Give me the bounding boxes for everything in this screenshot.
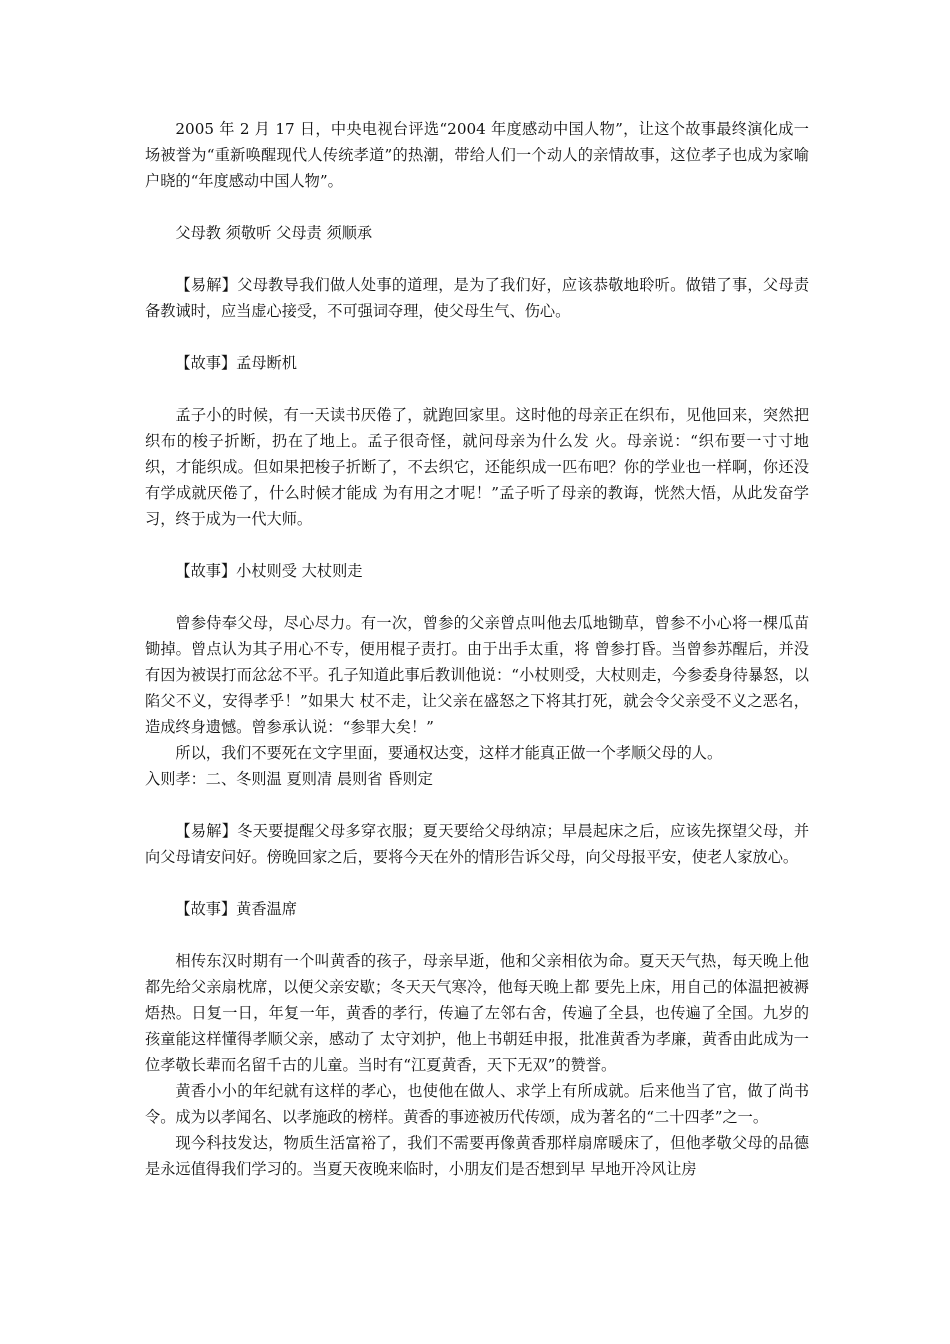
story-paragraph: 曾参侍奉父母，尽心尽力。有一次，曾参的父亲曾点叫他去瓜地锄草，曾参不小心将一棵瓜苗锄掉。曾点认为其子用心不专，便用棍子责打。由于出手太重，将 曾参打昏。当曾参苏醒后，并没有因为被误打而忿忿不平。孔子知道此事后教训他说：“小杖则受，大杖则走，今参委身待暴怒，以陷父不义，安得孝乎！”如果大 杖不走，让父亲在盛怒之下将其打死，就会令父亲受不义之恶名，造成终身遗憾。曾参承认说：“参罪大矣！” (145, 614, 809, 736)
story-title: 【故事】孟母断机 (175, 354, 297, 372)
section-heading: 入则孝：二、冬则温 夏则凊 晨则省 昏则定 (145, 770, 433, 788)
story-title: 【故事】黄香温席 (175, 900, 297, 918)
reflection-paragraph: 黄香小小的年纪就有这样的孝心，也使他在做人、求学上有所成就。后来他当了官，做了尚书令。成为以孝闻名、以孝施政的榜样。黄香的事迹被历代传颂，成为著名的“二十四孝”之一。 (145, 1082, 809, 1126)
story-title: 【故事】小杖则受 大杖则走 (175, 562, 363, 580)
modern-paragraph: 现今科技发达，物质生活富裕了，我们不需要再像黄香那样扇席暖床了，但他孝敬父母的品德是永远值得我们学习的。当夏天夜晚来临时，小朋友们是否想到早 早地开冷风让房 (145, 1134, 809, 1178)
document-body (145, 116, 809, 1182)
story-paragraph: 相传东汉时期有一个叫黄香的孩子，母亲早逝，他和父亲相依为命。夏天天气热，每天晚上他都先给父亲扇枕席，以便父亲安歇；冬天天气寒冷，他每天晚上都 要先上床，用自己的体温把被褥焐热。日复一日，年复一年，黄香的孝行，传遍了左邻右舍，传遍了全县，也传遍了全国。九岁的孩童能这样懂得孝顺父亲，感动了 太守刘护，他上书朝廷申报，批准黄香为孝廉，黄香由此成为一位孝敬长辈而名留千古的儿童。当时有“江夏黄香，天下无双”的赞誉。 (145, 952, 809, 1074)
conclusion-paragraph: 所以，我们不要死在文字里面，要通权达变，这样才能真正做一个孝顺父母的人。 (175, 744, 723, 762)
story-paragraph: 孟子小的时候，有一天读书厌倦了，就跑回家里。这时他的母亲正在织布，见他回来，突然把织布的梭子折断，扔在了地上。孟子很奇怪，就问母亲为什么发 火。母亲说：“织布要一寸寸地织，才能织成。但如果把梭子折断了，不去织它，还能织成一匹布吧？你的学业也一样啊，你还没有学成就厌倦了，什么时候才能成 为有用之才呢！”孟子听了母亲的教诲，恍然大悟，从此发奋学习，终于成为一代大师。 (145, 406, 809, 528)
explanation-paragraph: 【易解】父母教导我们做人处事的道理，是为了我们好，应该恭敬地聆听。做错了事，父母责备教诫时，应当虚心接受，不可强词夺理，使父母生气、伤心。 (145, 276, 809, 320)
explanation-paragraph: 【易解】冬天要提醒父母多穿衣服；夏天要给父母纳凉；早晨起床之后，应该先探望父母，并向父母请安问好。傍晚回家之后，要将今天在外的情形告诉父母，向父母报平安，使老人家放心。 (145, 822, 809, 866)
verse-line: 父母教 须敬听 父母责 须顺承 (175, 224, 373, 242)
intro-paragraph: 2005 年 2 月 17 日，中央电视台评选“2004 年度感动中国人物”，让这个故事最终演化成一场被誉为“重新唤醒现代人传统孝道”的热潮，带给人们一个动人的亲情故事，这位孝子也成为家喻户晓的“年度感动中国人物”。 (145, 120, 809, 190)
